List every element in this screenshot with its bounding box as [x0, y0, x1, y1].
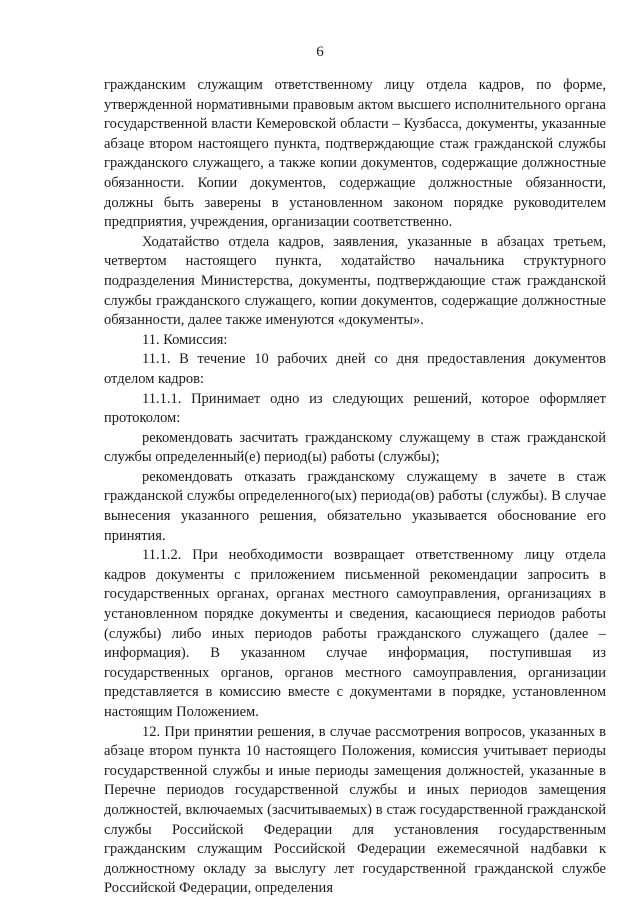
paragraph-6: рекомендовать засчитать гражданскому служащему в стаж гражданской службы определенный(е) период(ы) работы (службы);: [104, 429, 606, 466]
paragraph-3: 11. Комиссия:: [142, 331, 228, 348]
document-body: [104, 76, 606, 899]
paragraph-9: 12. При принятии решения, в случае рассмотрения вопросов, указанных в абзаце втором пункта 10 настоящего Положения, комиссия учитывает периоды государственной службы и иные периоды замещения должностей, указанные в Перечне периодов государственной службы и иных периодов замещения должностей, включаемых (засчитываемых) в стаж государственной гражданской службы Российской Федерации для установления государственным гражданским служащим Российской Федерации ежемесячной надбавки к должностному окладу за выслугу лет государственной гражданской службе Российской Федерации, определения: [104, 723, 606, 897]
paragraph-7: рекомендовать отказать гражданскому служащему в зачете в стаж гражданской службы определенного(ых) периода(ов) работы (службы). В случае вынесения указанного решения, обязательно указывается обоснование его принятия.: [104, 468, 606, 544]
paragraph-4: 11.1. В течение 10 рабочих дней со дня предоставления документов отделом кадров:: [104, 351, 606, 387]
paragraph-1: гражданским служащим ответственному лицу отдела кадров, по форме, утвержденной нормативными правовым актом высшего исполнительного органа государственной власти Кемеровской области – Кузбасса, документы, указанные абзаце втором настоящего пункта, подтверждающие стаж гражданской службы гражданского служащего, а также копии документов, содержащие должностные обязанности. Копии документов, содержащие должностные обязанности, должны быть заверены в установленном законом порядке руководителем предприятия, учреждения, организации соответственно.: [104, 77, 606, 231]
page-number: 6: [316, 44, 324, 60]
paragraph-2: Ходатайство отдела кадров, заявления, указанные в абзацах третьем, четвертом настоящего пункта, ходатайство начальника структурного подразделения Министерства, документы, подтверждающие стаж гражданской службы гражданского служащего, копии документов, содержащие должностные обязанности, далее также именуются «документы».: [104, 233, 606, 329]
paragraph-8: 11.1.2. При необходимости возвращает ответственному лицу отдела кадров документы с приложением письменной рекомендации запросить в государственных органах, органах местного самоуправления, организациях в установленном порядке документы и сведения, касающиеся периодов работы (службы) либо иных периодов работы гражданского служащего (далее – информация). В указанном случае информация, поступившая из государственных органов, органов местного самоуправления, организации представляется в комиссию вместе с документами в порядке, установленном настоящим Положением.: [104, 547, 606, 720]
paragraph-5: 11.1.1. Принимает одно из следующих решений, которое оформляет протоколом:: [104, 390, 606, 427]
